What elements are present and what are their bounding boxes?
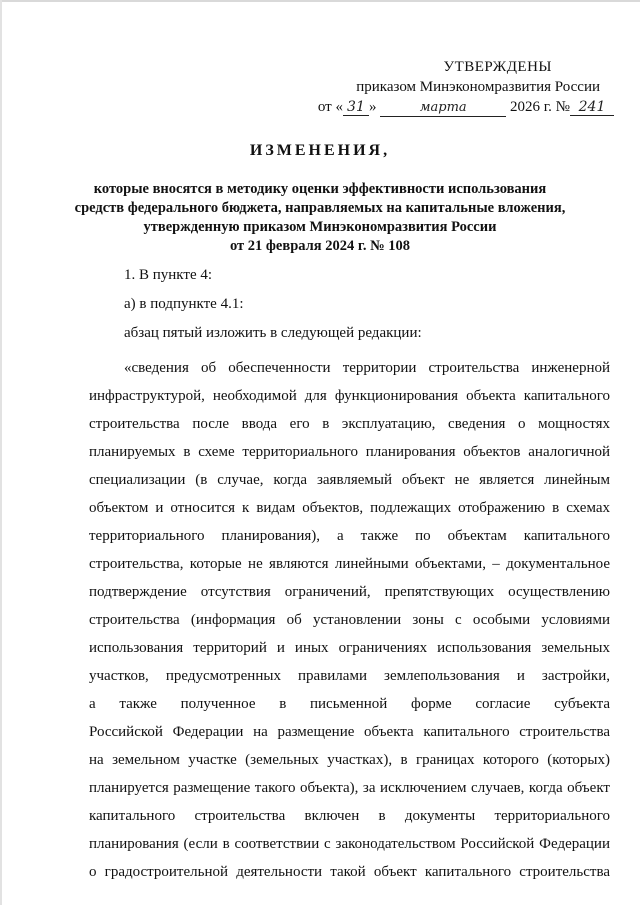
handwritten-order-number: 241 [570, 99, 614, 116]
handwritten-day: 31 [343, 99, 369, 116]
scan-edge-top [0, 0, 640, 2]
text-line: инфраструктурой, необходимой для функционирования объекта капитального [89, 388, 610, 404]
text-line: подтверждение отсутствия ограничений, препятствующих осуществлению [89, 584, 610, 600]
text-line: а также полученное в письменной форме согласие субъекта [89, 696, 610, 712]
text-line: Российской Федерации на размещение объекта капитального строительства [89, 724, 610, 740]
approval-stamp [314, 57, 614, 117]
date-year-text: 2026 г. № [509, 99, 570, 115]
text-line: планирования (если в соответствии с законодательством Российской Федерации [89, 836, 610, 852]
text-line: «сведения об обеспеченности территории строительства инженерной [124, 360, 610, 376]
handwritten-month: марта [380, 100, 506, 117]
paragraph-instruction: абзац пятый изложить в следующей редакции: [124, 325, 422, 341]
text-line: строительства, которые не являются линейными объектами, – документальное [89, 556, 610, 572]
scan-edge-left [0, 0, 2, 905]
subtitle-line: от 21 февраля 2024 г. № 108 [229, 238, 411, 254]
text-line: участков, предусмотренных правилами землепользования и застройки, [89, 668, 610, 684]
approval-order-line: приказом Минэкономразвития России [356, 79, 600, 95]
text-line: на земельном участке (земельных участках), в границах которого (которых) [89, 752, 610, 768]
text-line: объектом и относится к видам объектов, подлежащих отображению в схемах [89, 500, 610, 516]
quoted-paragraph [89, 354, 610, 886]
text-line: специализации (в случае, когда заявляемый объект не является линейным [89, 472, 610, 488]
text-line: планируемых в схеме территориального планирования объектов аналогичной [89, 444, 610, 460]
subtitle-line: которые вносятся в методику оценки эффективности использования [93, 181, 547, 197]
text-line: планируется размещение такого объекта), за исключением случаев, когда объект [89, 780, 610, 796]
paragraph-subitem-a: а) в подпункте 4.1: [124, 296, 244, 312]
text-line: территориального планирования), а также по объектам капитального [89, 528, 610, 544]
paragraph-item-1: 1. В пункте 4: [124, 267, 213, 283]
subtitle-line: средств федерального бюджета, направляемых на капитальные вложения, [74, 200, 566, 216]
text-line: о градостроительной деятельности такой объект капитального строительства [89, 864, 610, 880]
text-line: использования территорий и иных ограничениях использования земельных [89, 640, 610, 656]
document-title: ИЗМЕНЕНИЯ, [249, 142, 391, 159]
date-day-close: » [368, 99, 377, 115]
approval-title: УТВЕРЖДЕНЫ [443, 59, 552, 75]
text-line: капитального строительства включен в документы территориального [89, 808, 610, 824]
text-line: строительства после ввода его в эксплуатацию, сведения о мощностях [89, 416, 610, 432]
date-prefix: от « [317, 99, 343, 115]
text-line: строительства (информация об установлении зоны с особыми условиями [89, 612, 610, 628]
document-subtitle [70, 180, 570, 256]
subtitle-line: утвержденную приказом Минэкономразвития России [143, 219, 497, 235]
approval-date-line [314, 97, 614, 117]
